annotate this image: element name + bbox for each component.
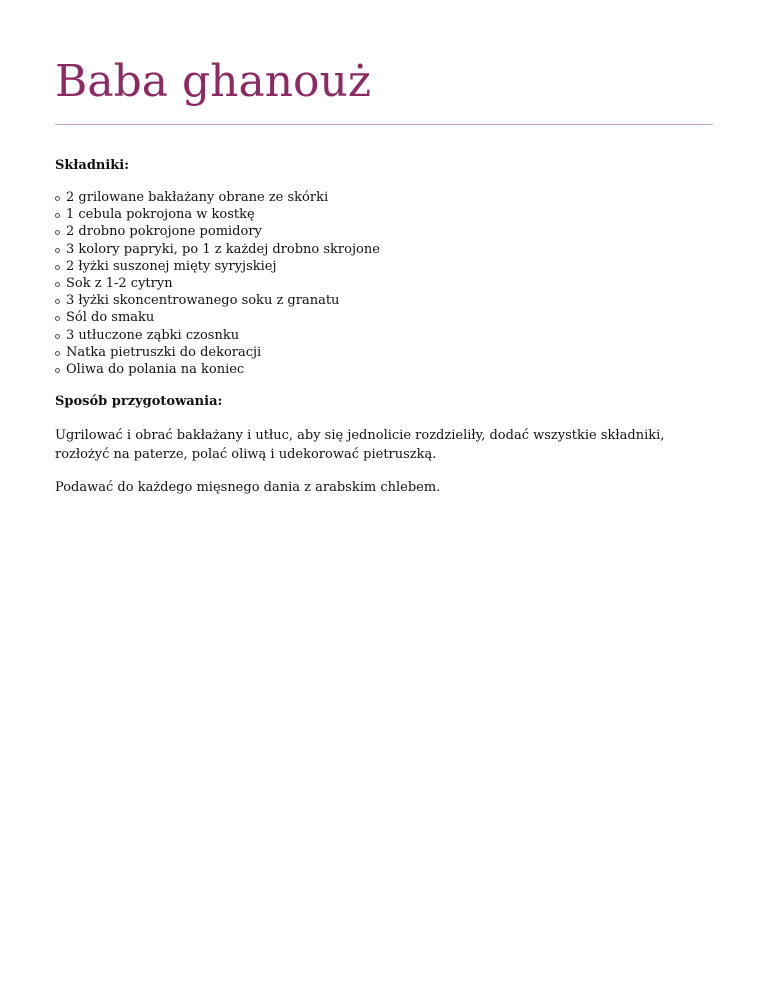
bullet-icon: [55, 299, 60, 304]
list-item: [55, 241, 713, 258]
ingredient-text: Sok z 1-2 cytryn: [66, 276, 173, 292]
list-item: [55, 292, 713, 309]
bullet-icon: [55, 213, 60, 218]
bullet-icon: [55, 334, 60, 339]
list-item: [55, 344, 713, 361]
ingredients-list: [55, 189, 713, 378]
ingredient-text: 2 grilowane bakłażany obrane ze skórki: [66, 190, 329, 205]
bullet-icon: [55, 351, 60, 356]
bullet-icon: [55, 196, 60, 201]
list-item: [55, 309, 713, 326]
method-heading: Sposób przygotowania:: [55, 394, 223, 410]
ingredient-text: 3 kolory papryki, po 1 z każdej drobno skrojone: [66, 241, 380, 257]
bullet-icon: [55, 282, 60, 287]
ingredient-text: Sól do smaku: [66, 310, 155, 326]
method-paragraph: Ugrilować i obrać bakłażany i utłuc, aby się jednolicie rozdzieliły, dodać wszystkie składniki, rozłożyć na paterze, polać oliwą i udekorować pietruszką.: [55, 428, 665, 463]
ingredient-text: 3 utłuczone ząbki czosnku: [66, 327, 240, 343]
list-item: [55, 361, 713, 378]
bullet-icon: [55, 368, 60, 373]
list-item: [55, 275, 713, 292]
ingredient-text: 1 cebula pokrojona w kostkę: [66, 207, 255, 223]
recipe-title: Baba ghanouż: [55, 56, 372, 107]
ingredient-text: Natka pietruszki do dekoracji: [66, 344, 262, 360]
bullet-icon: [55, 248, 60, 253]
bullet-icon: [55, 316, 60, 321]
ingredient-text: 2 łyżki suszonej mięty syryjskiej: [66, 258, 277, 274]
list-item: [55, 189, 713, 206]
ingredients-heading: Składniki:: [55, 158, 130, 173]
list-item: [55, 258, 713, 275]
bullet-icon: [55, 230, 60, 235]
list-item: [55, 206, 713, 223]
ingredient-text: 3 łyżki skoncentrowanego soku z granatu: [66, 293, 340, 309]
bullet-icon: [55, 265, 60, 270]
ingredient-text: Oliwa do polania na koniec: [66, 362, 245, 378]
serving-paragraph: Podawać do każdego mięsnego dania z arabskim chlebem.: [55, 480, 441, 496]
ingredient-text: 2 drobno pokrojone pomidory: [66, 224, 262, 240]
list-item: [55, 223, 713, 240]
list-item: [55, 327, 713, 344]
title-divider: [55, 124, 713, 125]
